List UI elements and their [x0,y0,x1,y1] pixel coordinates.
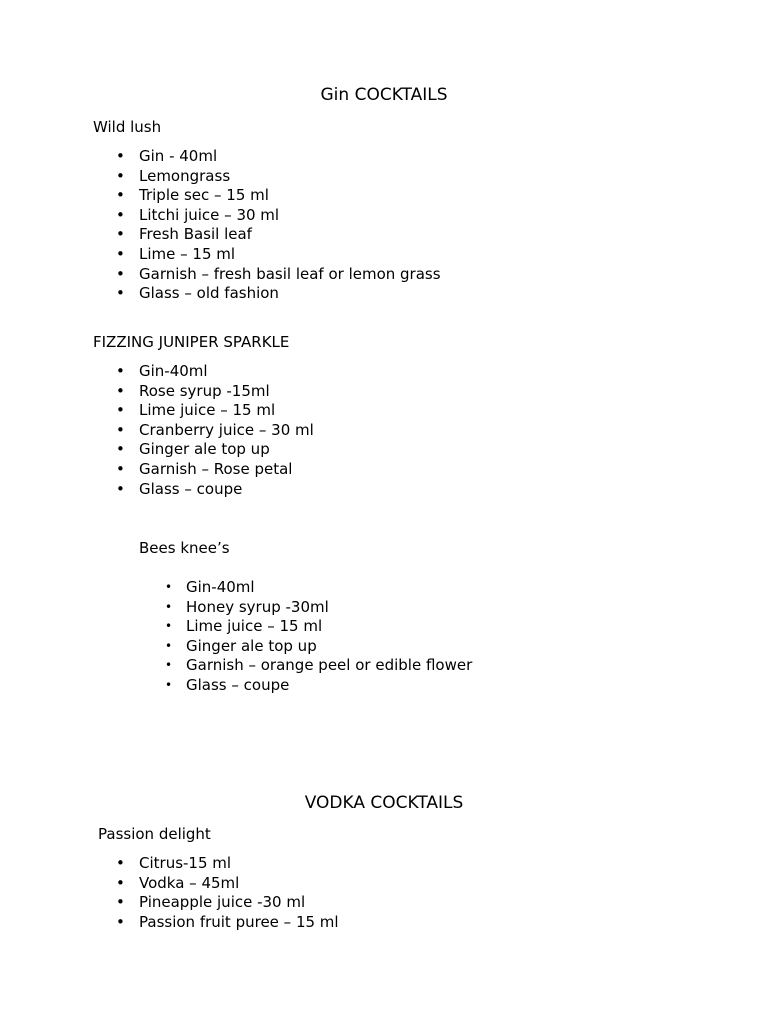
bullet-icon: • [116,912,125,931]
wild-lush-title: Wild lush [93,118,162,136]
ingredient-text: Glass – old fashion [139,284,279,303]
ingredient-text: Glass – coupe [186,675,290,694]
list-item [165,617,472,637]
bullet-icon: • [165,580,173,594]
ingredient-text: Rose syrup -15ml [139,381,270,400]
ingredient-text: Lime juice – 15 ml [139,401,276,420]
ingredient-text: Passion fruit puree – 15 ml [139,912,339,931]
passion-delight-title: Passion delight [98,825,211,843]
bullet-icon: • [116,401,125,420]
bullet-icon: • [116,166,125,185]
list-item [116,264,441,285]
bullet-icon: • [165,658,173,673]
bullet-icon: • [165,619,173,634]
list-item [116,854,339,874]
bullet-icon: • [116,205,125,224]
list-item [116,147,441,167]
list-item [116,284,441,304]
ingredient-text: Fresh Basil leaf [139,225,252,244]
list-item [116,244,441,265]
fizzing-ingredient-list [116,362,314,499]
list-item [116,912,339,933]
bullet-icon: • [116,893,125,912]
ingredient-text: Gin-40ml [186,578,255,596]
bullet-icon: • [116,244,125,263]
ingredient-text: Lemongrass [139,166,231,185]
list-item [116,479,314,500]
list-item [116,420,314,441]
bullet-icon: • [165,599,173,614]
bullet-icon: • [116,854,125,872]
list-item [116,362,314,382]
list-item [165,636,472,657]
gin-section-heading: Gin COCKTAILS [320,85,448,105]
list-item [116,225,441,245]
bullet-icon: • [116,459,125,478]
ingredient-text: Garnish – Rose petal [139,459,293,478]
bullet-icon: • [116,362,125,380]
bullet-icon: • [116,225,125,244]
bullet-icon: • [165,677,173,692]
list-item [165,675,472,696]
bullet-icon: • [116,147,125,165]
wild-lush-ingredient-list [116,147,441,304]
bees-knees-title: Bees knee’s [139,539,230,557]
bullet-icon: • [116,479,125,498]
list-item [116,166,441,187]
bullet-icon: • [116,186,125,205]
ingredient-text: Litchi juice – 30 ml [139,205,280,224]
list-item [165,597,472,618]
passion-delight-ingredient-list [116,854,339,932]
ingredient-text: Glass – coupe [139,479,243,498]
list-item [116,873,339,894]
ingredient-text: Honey syrup -30ml [186,597,329,616]
bullet-icon: • [116,264,125,283]
fizzing-juniper-sparkle-title: FIZZING JUNIPER SPARKLE [93,333,290,351]
list-item [116,205,441,226]
bullet-icon: • [116,284,125,303]
list-item [116,381,314,402]
ingredient-text: Citrus-15 ml [139,854,232,872]
list-item [165,578,472,598]
ingredient-text: Lime juice – 15 ml [186,617,323,636]
bees-knees-ingredient-list [165,578,473,696]
ingredient-text: Ginger ale top up [186,636,317,655]
ingredient-text: Gin - 40ml [139,147,218,165]
list-item [116,186,441,206]
bullet-icon: • [116,873,125,892]
list-item [116,459,314,480]
bullet-icon: • [116,420,125,439]
vodka-section-heading: VODKA COCKTAILS [304,793,464,813]
ingredient-text: Gin-40ml [139,362,208,380]
list-item [116,440,314,460]
list-item [116,893,339,913]
ingredient-text: Cranberry juice – 30 ml [139,420,314,439]
ingredient-text: Garnish – fresh basil leaf or lemon grass [139,264,441,283]
ingredient-text: Pineapple juice -30 ml [139,893,306,912]
ingredient-text: Lime – 15 ml [139,244,236,263]
list-item [165,656,473,676]
list-item [116,401,314,421]
ingredient-text: Vodka – 45ml [139,873,240,892]
ingredient-text: Ginger ale top up [139,440,270,459]
bullet-icon: • [116,381,125,400]
bullet-icon: • [165,638,173,653]
bullet-icon: • [116,440,125,459]
ingredient-text: Triple sec – 15 ml [139,186,269,205]
ingredient-text: Garnish – orange peel or edible flower [186,656,473,675]
